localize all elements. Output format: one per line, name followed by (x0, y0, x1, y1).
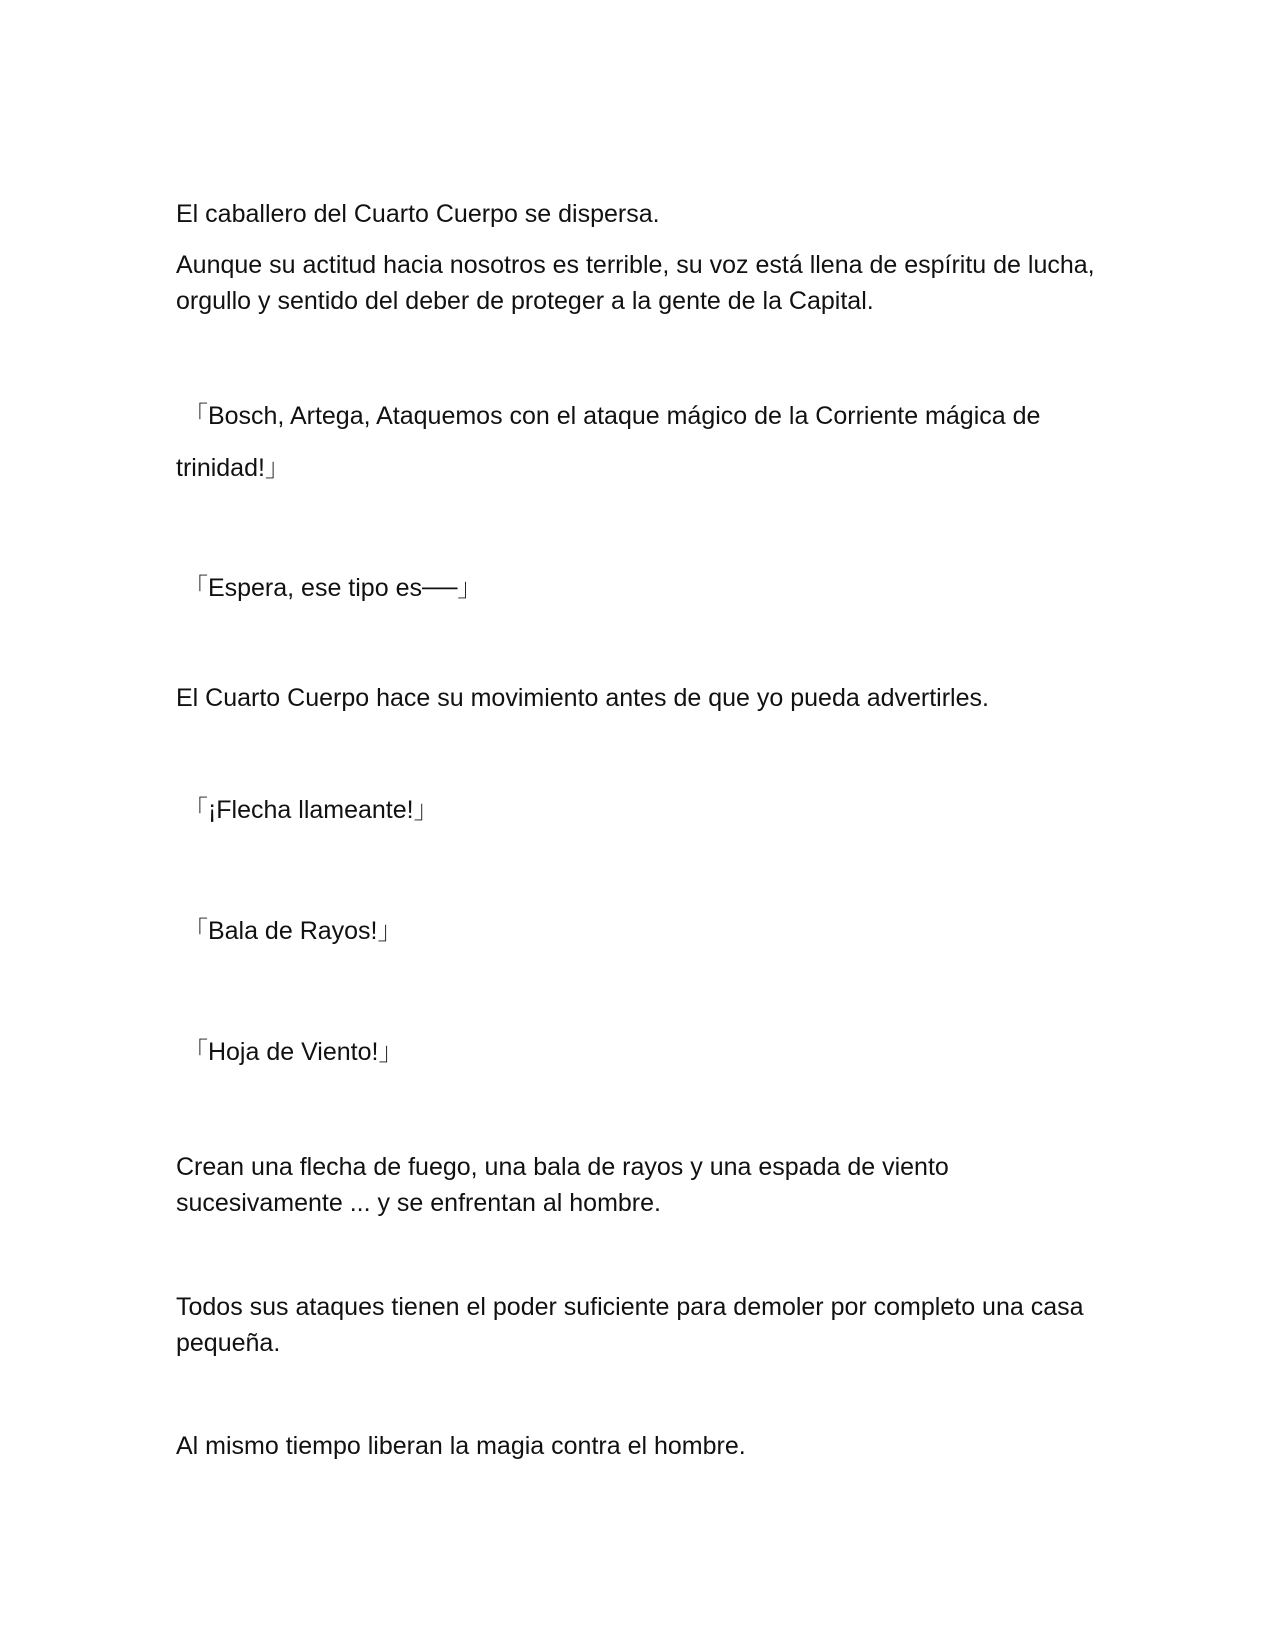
dialogue-3: 「¡Flecha llameante!」 (176, 796, 439, 824)
dialogue-5: 「Hoja de Viento!」 (176, 1038, 404, 1066)
dialogue-2: 「Espera, ese tipo es──」 (176, 574, 483, 602)
dialogue-1: 「Bosch, Artega, Ataquemos con el ataque mágico de la Corriente mágica de trinidad!」 (176, 402, 1048, 482)
paragraph-3: El Cuarto Cuerpo hace su movimiento antes de que yo pueda advertirles. (176, 684, 989, 712)
paragraph-2: Aunque su actitud hacia nosotros es terrible, su voz está llena de espíritu de lucha, orgullo y sentido del deber de proteger a la gente de la Capital. (176, 251, 1102, 315)
paragraph-6: Al mismo tiempo liberan la magia contra el hombre. (176, 1432, 746, 1460)
paragraph-4: Crean una flecha de fuego, una bala de rayos y una espada de viento sucesivamente ... y se enfrentan al hombre. (176, 1153, 956, 1217)
paragraph-5: Todos sus ataques tienen el poder suficiente para demoler por completo una casa pequeña. (176, 1293, 1091, 1357)
paragraph-1: El caballero del Cuarto Cuerpo se dispersa. (176, 200, 660, 228)
dialogue-4: 「Bala de Rayos!」 (176, 917, 403, 945)
